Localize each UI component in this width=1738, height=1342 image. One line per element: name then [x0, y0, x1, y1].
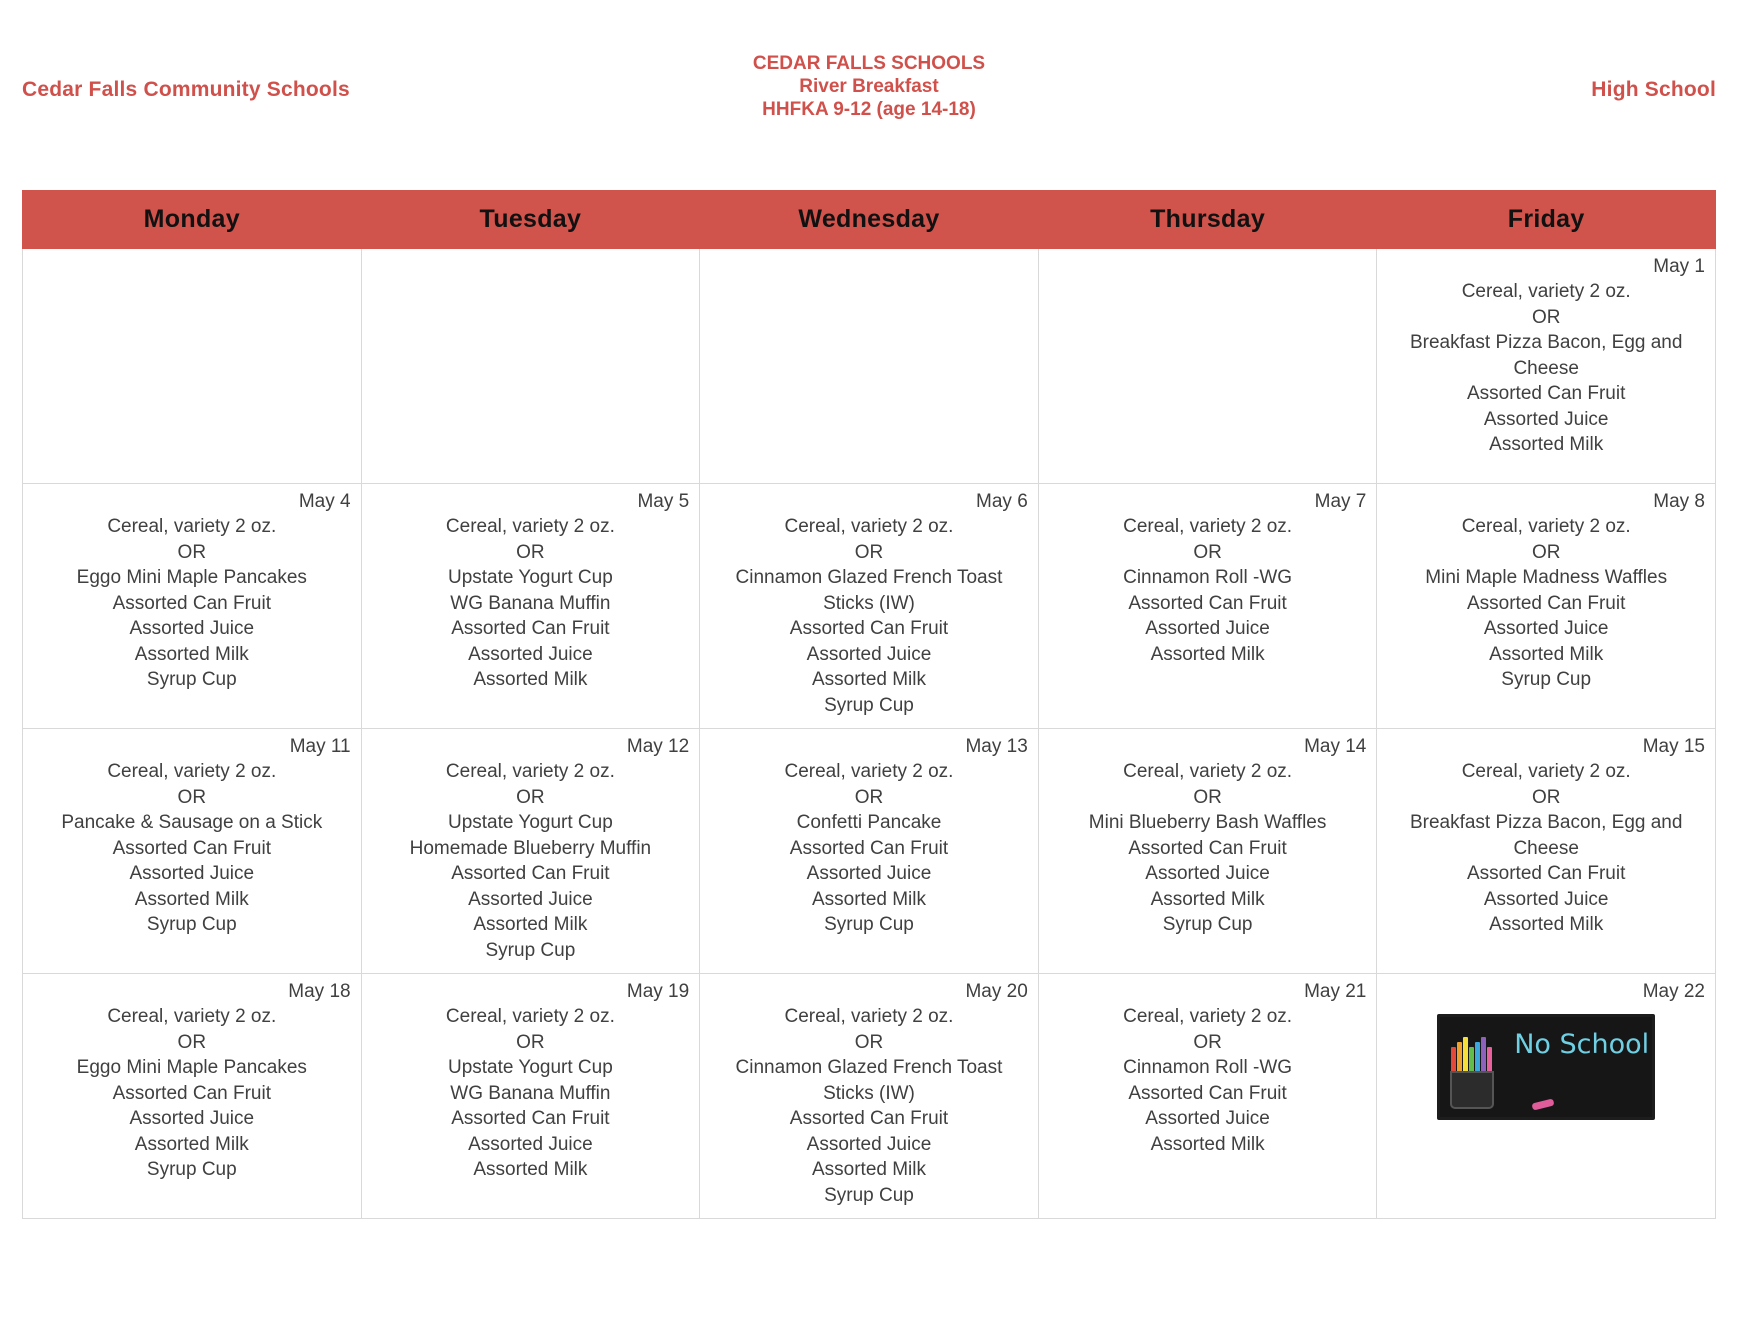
menu-item: Assorted Juice: [1483, 618, 1609, 639]
menu-item: Assorted Juice: [129, 1108, 255, 1129]
menu-item: Assorted Juice: [468, 1133, 593, 1155]
menu-item: Assorted Juice: [1483, 888, 1609, 910]
menu-item: OR: [1193, 541, 1222, 563]
cell-date-label: May 15: [1642, 736, 1705, 757]
menu-item: Assorted Can Fruit: [1128, 1082, 1287, 1104]
page-header: [0, 0, 1738, 140]
menu-item: Upstate Yogurt Cup: [447, 1057, 613, 1078]
menu-item: Cereal, variety 2 oz.: [445, 1006, 615, 1027]
menu-item: OR: [177, 1031, 207, 1053]
cell-date-label: May 19: [626, 981, 690, 1002]
menu-item: Cereal, variety 2 oz.: [107, 1006, 277, 1027]
menu-item: Assorted Can Fruit: [112, 592, 271, 614]
menu-item: Upstate Yogurt Cup: [447, 812, 613, 833]
menu-item: Cinnamon Glazed French Toast Sticks (IW): [735, 567, 1003, 614]
calendar-header-row: [23, 191, 1716, 249]
menu-item: Eggo Mini Maple Pancakes: [76, 567, 307, 588]
menu-item: Assorted Can Fruit: [451, 863, 610, 884]
cell-date-label: May 14: [1304, 736, 1367, 757]
chalk-icon: [1532, 1098, 1555, 1110]
menu-item: Assorted Can Fruit: [112, 1082, 271, 1104]
menu-item: Cereal, variety 2 oz.: [784, 1006, 954, 1027]
calendar-cell: [1377, 974, 1716, 1219]
menu-item-list: [710, 1004, 1028, 1208]
menu-item: Assorted Milk: [1489, 914, 1604, 935]
menu-item: Assorted Juice: [129, 618, 255, 639]
menu-item: Cereal, variety 2 oz.: [1461, 516, 1631, 537]
calendar-week-row: [23, 484, 1716, 729]
menu-item: Cinnamon Roll -WG: [1123, 1057, 1293, 1078]
menu-item: Assorted Juice: [468, 643, 593, 665]
menu-item: Assorted Can Fruit: [1466, 383, 1626, 404]
menu-item: Assorted Juice: [468, 888, 593, 910]
cell-date-label: May 22: [1642, 981, 1705, 1002]
calendar-cell: [23, 729, 362, 974]
cell-date-label: May 12: [626, 736, 690, 757]
menu-item: Cereal, variety 2 oz.: [445, 761, 615, 782]
cell-date-label: May 18: [288, 981, 351, 1002]
menu-item: Assorted Can Fruit: [789, 1108, 949, 1129]
menu-item: Cereal, variety 2 oz.: [1461, 761, 1631, 782]
menu-item: Cereal, variety 2 oz.: [784, 761, 954, 782]
calendar-cell-empty: [700, 249, 1039, 484]
menu-item: Assorted Juice: [806, 643, 932, 665]
calendar-cell-empty: [361, 249, 700, 484]
weekday-header-tuesday: Tuesday: [361, 191, 700, 249]
calendar-cell: [361, 484, 700, 729]
cell-date-label: May 21: [1304, 981, 1367, 1002]
menu-item: OR: [1531, 541, 1561, 563]
calendar-cell: [1377, 729, 1716, 974]
menu-item: Syrup Cup: [146, 669, 237, 690]
menu-item: Cinnamon Glazed French Toast Sticks (IW): [735, 1057, 1003, 1104]
menu-item: Cereal, variety 2 oz.: [1123, 761, 1293, 782]
menu-item-list: [1387, 514, 1705, 693]
menu-item: Assorted Can Fruit: [1128, 837, 1287, 859]
cell-date-label: May 20: [965, 981, 1028, 1002]
menu-item: Cereal, variety 2 oz.: [784, 516, 954, 537]
menu-item: Assorted Juice: [1483, 408, 1609, 430]
district-name: Cedar Falls Community Schools: [22, 78, 350, 101]
menu-item: Assorted Juice: [1145, 1108, 1270, 1129]
menu-item: Syrup Cup: [1501, 669, 1592, 690]
menu-item: Assorted Milk: [811, 669, 926, 690]
menu-item: Cereal, variety 2 oz.: [445, 516, 615, 537]
menu-item: Assorted Juice: [129, 863, 255, 884]
menu-item: Assorted Milk: [1489, 434, 1604, 455]
menu-item: Syrup Cup: [824, 1184, 914, 1206]
menu-item: Assorted Can Fruit: [451, 618, 610, 639]
calendar-cell-empty: [1038, 249, 1377, 484]
menu-item: Cereal, variety 2 oz.: [1461, 281, 1631, 302]
calendar-week-row: [23, 249, 1716, 484]
menu-item: Mini Maple Madness Waffles: [1425, 567, 1668, 588]
menu-item: OR: [1531, 306, 1561, 328]
menu-item: Assorted Milk: [473, 669, 588, 690]
menu-item: Assorted Milk: [811, 1159, 926, 1180]
calendar-cell: [700, 974, 1039, 1219]
cell-date-label: May 6: [976, 491, 1028, 512]
menu-item: Syrup Cup: [824, 914, 914, 935]
menu-item: WG Banana Muffin: [450, 592, 611, 614]
no-school-text: No School: [1514, 1029, 1650, 1060]
menu-item: Cereal, variety 2 oz.: [107, 761, 277, 782]
menu-item: Syrup Cup: [824, 694, 914, 716]
menu-item: Assorted Juice: [1145, 618, 1270, 639]
cell-date-label: May 13: [965, 736, 1028, 757]
menu-item-list: [33, 759, 351, 938]
calendar-cell: [23, 974, 362, 1219]
menu-item: WG Banana Muffin: [450, 1082, 611, 1104]
menu-item-list: [33, 1004, 351, 1183]
calendar-cell: [361, 974, 700, 1219]
menu-item: OR: [854, 1031, 884, 1053]
menu-item: OR: [1531, 786, 1561, 808]
menu-item: Cereal, variety 2 oz.: [1123, 516, 1293, 537]
cell-date-label: May 8: [1653, 491, 1705, 512]
menu-item: Pancake & Sausage on a Stick: [61, 812, 323, 833]
cell-date-label: May 7: [1314, 491, 1367, 512]
calendar-cell: [700, 729, 1039, 974]
menu-item: Confetti Pancake: [796, 812, 942, 833]
school-district-title: CEDAR FALLS SCHOOLS: [752, 53, 986, 74]
calendar-cell: [23, 484, 362, 729]
menu-item: Assorted Milk: [811, 888, 926, 910]
calendar-cell: [1377, 249, 1716, 484]
menu-item: Assorted Milk: [1150, 888, 1265, 910]
menu-item-list: [710, 514, 1028, 718]
menu-item: OR: [516, 786, 545, 808]
menu-program-line: HHFKA 9-12 (age 14-18): [762, 99, 976, 120]
menu-item: OR: [854, 541, 884, 563]
menu-item: Cereal, variety 2 oz.: [107, 516, 277, 537]
menu-item: Eggo Mini Maple Pancakes: [76, 1057, 307, 1078]
weekday-header-monday: Monday: [23, 191, 362, 249]
menu-item: OR: [516, 1031, 545, 1053]
menu-item-list: [33, 514, 351, 693]
weekday-header-wednesday: Wednesday: [700, 191, 1039, 249]
menu-item: Assorted Milk: [1489, 643, 1604, 665]
menu-item: Syrup Cup: [146, 1159, 237, 1180]
menu-item: OR: [1193, 1031, 1222, 1053]
calendar-cell-empty: [23, 249, 362, 484]
calendar-cell: [1377, 484, 1716, 729]
pencil-cup-icon: [1450, 1071, 1494, 1109]
menu-item: Assorted Milk: [134, 643, 249, 665]
menu-item: Assorted Milk: [134, 1133, 249, 1155]
menu-item: Cinnamon Roll -WG: [1123, 567, 1293, 588]
menu-calendar: [22, 190, 1716, 1219]
menu-item-list: [372, 1004, 690, 1183]
menu-item: Assorted Juice: [1145, 863, 1270, 884]
menu-item: Assorted Juice: [806, 1133, 932, 1155]
menu-item: OR: [177, 786, 207, 808]
menu-item: Assorted Can Fruit: [1466, 863, 1626, 884]
menu-item-list: [1049, 514, 1367, 667]
cell-date-label: May 1: [1653, 256, 1705, 277]
menu-item-list: [372, 514, 690, 693]
menu-item: Assorted Can Fruit: [789, 837, 949, 859]
menu-item: Assorted Can Fruit: [112, 837, 271, 859]
menu-item: Syrup Cup: [146, 914, 237, 935]
menu-item: Syrup Cup: [1162, 914, 1253, 935]
menu-item: Assorted Milk: [134, 888, 249, 910]
school-level: High School: [1591, 78, 1716, 101]
menu-item: Breakfast Pizza Bacon, Egg and Cheese: [1409, 812, 1683, 859]
menu-item: Breakfast Pizza Bacon, Egg and Cheese: [1409, 332, 1683, 379]
menu-item: Assorted Juice: [806, 863, 932, 884]
menu-item: Assorted Can Fruit: [1466, 592, 1626, 614]
calendar-body: [23, 249, 1716, 1219]
menu-item: Mini Blueberry Bash Waffles: [1088, 812, 1327, 833]
menu-item: Assorted Can Fruit: [1128, 592, 1287, 614]
menu-subtitle: River Breakfast: [799, 76, 939, 97]
calendar-cell: [1038, 729, 1377, 974]
weekday-header-row: [23, 191, 1716, 249]
menu-item: Cereal, variety 2 oz.: [1123, 1006, 1293, 1027]
cell-date-label: May 4: [298, 491, 351, 512]
weekday-header-friday: Friday: [1377, 191, 1716, 249]
menu-item: Assorted Can Fruit: [451, 1108, 610, 1129]
menu-item: Assorted Milk: [473, 1159, 588, 1180]
menu-item-list: [1049, 1004, 1367, 1157]
menu-item: Assorted Can Fruit: [789, 618, 949, 639]
menu-item: OR: [1193, 786, 1222, 808]
calendar-cell: [1038, 974, 1377, 1219]
menu-item: OR: [854, 786, 884, 808]
menu-item: Homemade Blueberry Muffin: [409, 837, 652, 859]
calendar-cell: [1038, 484, 1377, 729]
menu-item: Upstate Yogurt Cup: [447, 567, 613, 588]
menu-item-list: [710, 759, 1028, 938]
menu-title-block: [0, 52, 1738, 121]
cell-date-label: May 5: [637, 491, 690, 512]
menu-item-list: [1387, 759, 1705, 938]
cell-date-label: May 11: [289, 736, 351, 757]
no-school-chalkboard-icon: [1437, 1014, 1655, 1120]
calendar-cell: [700, 484, 1039, 729]
menu-item: Assorted Milk: [473, 914, 588, 935]
calendar-week-row: [23, 729, 1716, 974]
calendar-week-row: [23, 974, 1716, 1219]
menu-item: Assorted Milk: [1150, 1133, 1265, 1155]
weekday-header-thursday: Thursday: [1038, 191, 1377, 249]
menu-item-list: [372, 759, 690, 963]
menu-item-list: [1049, 759, 1367, 938]
menu-item: OR: [177, 541, 207, 563]
menu-item: Assorted Milk: [1150, 643, 1265, 665]
menu-item: Syrup Cup: [485, 939, 576, 961]
menu-item: OR: [516, 541, 545, 563]
menu-item-list: [1387, 279, 1705, 458]
calendar-cell: [361, 729, 700, 974]
